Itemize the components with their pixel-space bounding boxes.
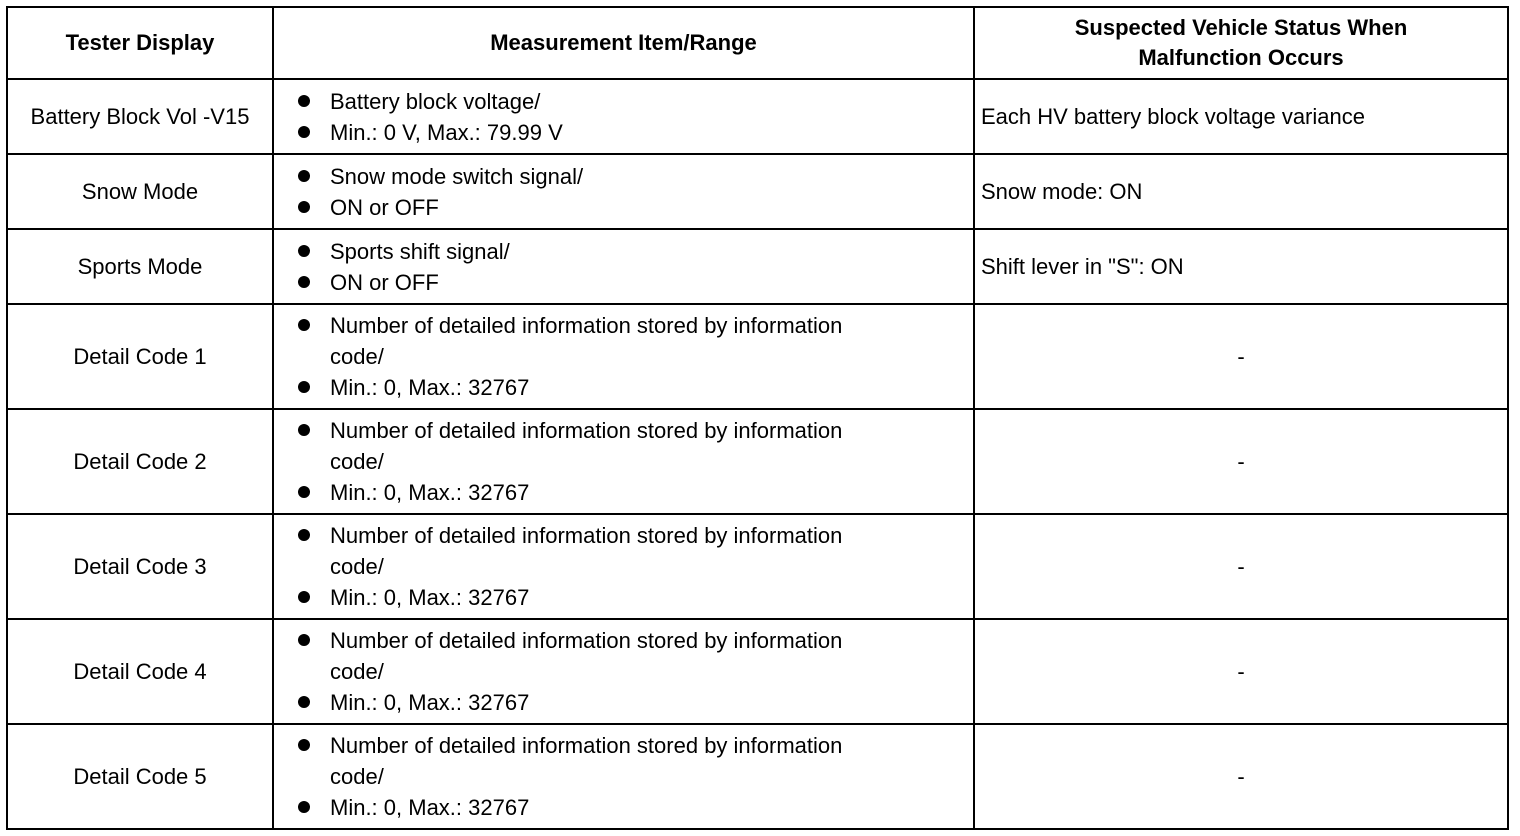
measurement-item-text: code/: [330, 554, 384, 579]
measurement-cell: [273, 409, 974, 514]
measurement-range-bullet: [298, 192, 973, 223]
suspected-status-cell: -: [974, 304, 1508, 409]
table-row: [7, 409, 1508, 514]
table-row: [7, 79, 1508, 154]
measurement-range-bullet: [298, 792, 973, 823]
header-suspected-vehicle-status: [974, 7, 1508, 79]
suspected-status-cell: -: [974, 619, 1508, 724]
measurement-item-bullet: [298, 161, 973, 192]
table-header-row: [7, 7, 1508, 79]
measurement-range-bullet: [298, 687, 973, 718]
measurement-bullet-list: [274, 520, 973, 613]
bullet-icon: [298, 201, 310, 213]
header-status-line-2: Malfunction Occurs: [1138, 45, 1344, 70]
tester-display-cell: Detail Code 2: [7, 409, 273, 514]
suspected-status-cell: Each HV battery block voltage variance: [974, 79, 1508, 154]
bullet-icon: [298, 591, 310, 603]
measurement-item-text: Snow mode switch signal/: [330, 163, 584, 189]
measurement-range-text: ON or OFF: [330, 194, 439, 220]
measurement-bullet-list: [274, 310, 973, 403]
suspected-status-cell: Shift lever in "S": ON: [974, 229, 1508, 304]
measurement-range-bullet: [298, 117, 973, 148]
measurement-item-text: Number of detailed information stored by information: [330, 628, 843, 653]
bullet-icon: [298, 424, 310, 436]
bullet-icon: [298, 126, 310, 138]
measurement-range-text: Min.: 0 V, Max.: 79.99 V: [330, 119, 563, 145]
bullet-icon: [298, 696, 310, 708]
measurement-item-text: code/: [330, 449, 384, 474]
measurement-cell: [273, 79, 974, 154]
bullet-icon: [298, 381, 310, 393]
measurement-bullet-list: [274, 415, 973, 508]
bullet-icon: [298, 739, 310, 751]
measurement-cell: [273, 724, 974, 829]
measurement-item-bullet: [298, 625, 973, 687]
table-row: [7, 229, 1508, 304]
bullet-icon: [298, 319, 310, 331]
measurement-item-bullet: [298, 310, 973, 372]
measurement-item-text: Number of detailed information stored by information: [330, 733, 843, 758]
measurement-item-text: Battery block voltage/: [330, 88, 541, 114]
measurement-range-bullet: [298, 267, 973, 298]
measurement-item-text: Number of detailed information stored by information: [330, 418, 843, 443]
measurement-item-bullet: [298, 236, 973, 267]
tester-display-cell: Detail Code 4: [7, 619, 273, 724]
bullet-icon: [298, 170, 310, 182]
tester-display-cell: Sports Mode: [7, 229, 273, 304]
table-row: [7, 154, 1508, 229]
measurement-bullet-list: [274, 86, 973, 148]
bullet-icon: [298, 634, 310, 646]
header-measurement-item-range: Measurement Item/Range: [273, 7, 974, 79]
data-list-table: [6, 6, 1509, 830]
measurement-range-text: Min.: 0, Max.: 32767: [330, 690, 530, 715]
measurement-range-bullet: [298, 582, 973, 613]
bullet-icon: [298, 486, 310, 498]
table-body: [7, 79, 1508, 829]
tester-display-cell: Detail Code 5: [7, 724, 273, 829]
bullet-icon: [298, 801, 310, 813]
tester-display-cell: Detail Code 3: [7, 514, 273, 619]
header-tester-display: Tester Display: [7, 7, 273, 79]
bullet-icon: [298, 245, 310, 257]
measurement-bullet-list: [274, 236, 973, 298]
measurement-range-text: Min.: 0, Max.: 32767: [330, 585, 530, 610]
measurement-item-text: code/: [330, 764, 384, 789]
tester-display-cell: Detail Code 1: [7, 304, 273, 409]
bullet-icon: [298, 95, 310, 107]
measurement-bullet-list: [274, 730, 973, 823]
measurement-item-bullet: [298, 730, 973, 792]
measurement-item-bullet: [298, 415, 973, 477]
table-row: [7, 304, 1508, 409]
suspected-status-cell: -: [974, 724, 1508, 829]
measurement-cell: [273, 154, 974, 229]
measurement-cell: [273, 514, 974, 619]
measurement-range-bullet: [298, 372, 973, 403]
table-row: [7, 514, 1508, 619]
measurement-item-text: Number of detailed information stored by information: [330, 313, 843, 338]
tester-display-cell: Battery Block Vol -V15: [7, 79, 273, 154]
measurement-range-text: Min.: 0, Max.: 32767: [330, 480, 530, 505]
table-row: [7, 724, 1508, 829]
measurement-range-bullet: [298, 477, 973, 508]
header-status-line-1: Suspected Vehicle Status When: [1074, 15, 1408, 40]
measurement-cell: [273, 229, 974, 304]
measurement-item-text: Sports shift signal/: [330, 238, 510, 264]
measurement-bullet-list: [274, 625, 973, 718]
suspected-status-cell: Snow mode: ON: [974, 154, 1508, 229]
table-row: [7, 619, 1508, 724]
suspected-status-cell: -: [974, 409, 1508, 514]
measurement-range-text: ON or OFF: [330, 269, 439, 295]
bullet-icon: [298, 276, 310, 288]
measurement-item-bullet: [298, 86, 973, 117]
measurement-item-text: code/: [330, 659, 384, 684]
suspected-status-cell: -: [974, 514, 1508, 619]
tester-display-cell: Snow Mode: [7, 154, 273, 229]
measurement-bullet-list: [274, 161, 973, 223]
bullet-icon: [298, 529, 310, 541]
measurement-item-bullet: [298, 520, 973, 582]
measurement-range-text: Min.: 0, Max.: 32767: [330, 375, 530, 400]
measurement-cell: [273, 304, 974, 409]
measurement-cell: [273, 619, 974, 724]
measurement-item-text: code/: [330, 344, 384, 369]
measurement-range-text: Min.: 0, Max.: 32767: [330, 795, 530, 820]
measurement-item-text: Number of detailed information stored by information: [330, 523, 843, 548]
